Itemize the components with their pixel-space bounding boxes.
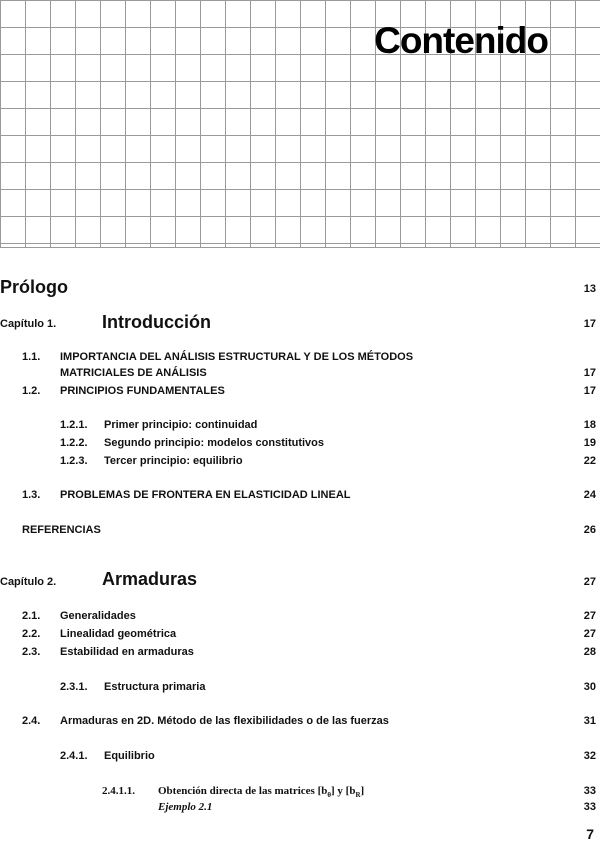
- section-number: 2.3.1.: [60, 681, 88, 693]
- section-title: Obtención directa de las matrices $[b_\theta]$ y $[b_R]$: [158, 785, 365, 800]
- toc-entry-page: 27: [583, 610, 596, 622]
- toc-entry-label: Prólogo: [0, 277, 68, 297]
- toc-entry-page: 32: [583, 750, 596, 762]
- toc-entry-page: 22: [583, 455, 596, 467]
- toc-entry-page: 31: [583, 715, 596, 727]
- chapter-label: Capítulo 2.: [0, 576, 57, 588]
- section-number: 2.4.: [22, 715, 41, 727]
- chapter-title: Armaduras: [102, 569, 198, 589]
- section-number: 2.4.1.1.: [102, 785, 135, 797]
- section-title: PROBLEMAS DE FRONTERA EN ELASTICIDAD LINEAL: [60, 489, 351, 501]
- section-number: 1.2.3.: [60, 455, 88, 467]
- chapter-title: Introducción: [102, 312, 211, 332]
- section-title: PRINCIPIOS FUNDAMENTALES: [60, 385, 225, 397]
- toc-entry-page: 18: [583, 419, 596, 431]
- section-title: Armaduras en 2D. Método de las flexibilidades o de las fuerzas: [60, 715, 389, 727]
- toc-entry-page: 17: [583, 385, 596, 397]
- toc-entry-page: 33: [583, 785, 596, 797]
- toc-entry-page: 26: [583, 524, 596, 536]
- section-title: Ejemplo 2.1: [158, 801, 213, 813]
- section-title: Generalidades: [60, 610, 136, 622]
- section-number: 2.4.1.: [60, 750, 88, 762]
- section-title: Equilibrio: [104, 750, 155, 762]
- toc-entry-page: 17: [583, 367, 596, 379]
- section-title-continued: MATRICIALES DE ANÁLISIS: [60, 367, 207, 379]
- section-number: 1.2.2.: [60, 437, 88, 449]
- toc-entry-page: 30: [583, 681, 596, 693]
- toc-entry-page: 27: [583, 628, 596, 640]
- section-number: 1.2.1.: [60, 419, 88, 431]
- section-title: REFERENCIAS: [22, 524, 101, 536]
- section-number: 1.3.: [22, 489, 41, 501]
- section-title: IMPORTANCIA DEL ANÁLISIS ESTRUCTURAL Y DE LOS MÉTODOS: [60, 351, 414, 363]
- page-title: Contenido: [374, 20, 548, 61]
- toc-entry-page: 17: [583, 318, 596, 330]
- chapter-label: Capítulo 1.: [0, 318, 57, 330]
- section-number: 1.1.: [22, 351, 41, 363]
- toc-entry-page: 19: [583, 437, 596, 449]
- section-title: Estructura primaria: [104, 681, 206, 693]
- section-number: 2.3.: [22, 646, 41, 658]
- page-number: 7: [586, 826, 594, 842]
- section-number: 2.2.: [22, 628, 41, 640]
- section-title: Segundo principio: modelos constitutivos: [104, 437, 325, 449]
- section-title: Linealidad geométrica: [60, 628, 177, 640]
- toc-entry-page: 13: [583, 283, 596, 295]
- section-title: Tercer principio: equilibrio: [104, 455, 243, 467]
- toc-entry-page: 28: [583, 646, 596, 658]
- section-title: Estabilidad en armaduras: [60, 646, 194, 658]
- toc-entry-page: 27: [583, 576, 596, 588]
- toc-entry-page: 33: [583, 801, 596, 813]
- toc-entry-page: 24: [583, 489, 596, 501]
- section-number: 2.1.: [22, 610, 41, 622]
- section-number: 1.2.: [22, 385, 41, 397]
- section-title: Primer principio: continuidad: [104, 419, 258, 431]
